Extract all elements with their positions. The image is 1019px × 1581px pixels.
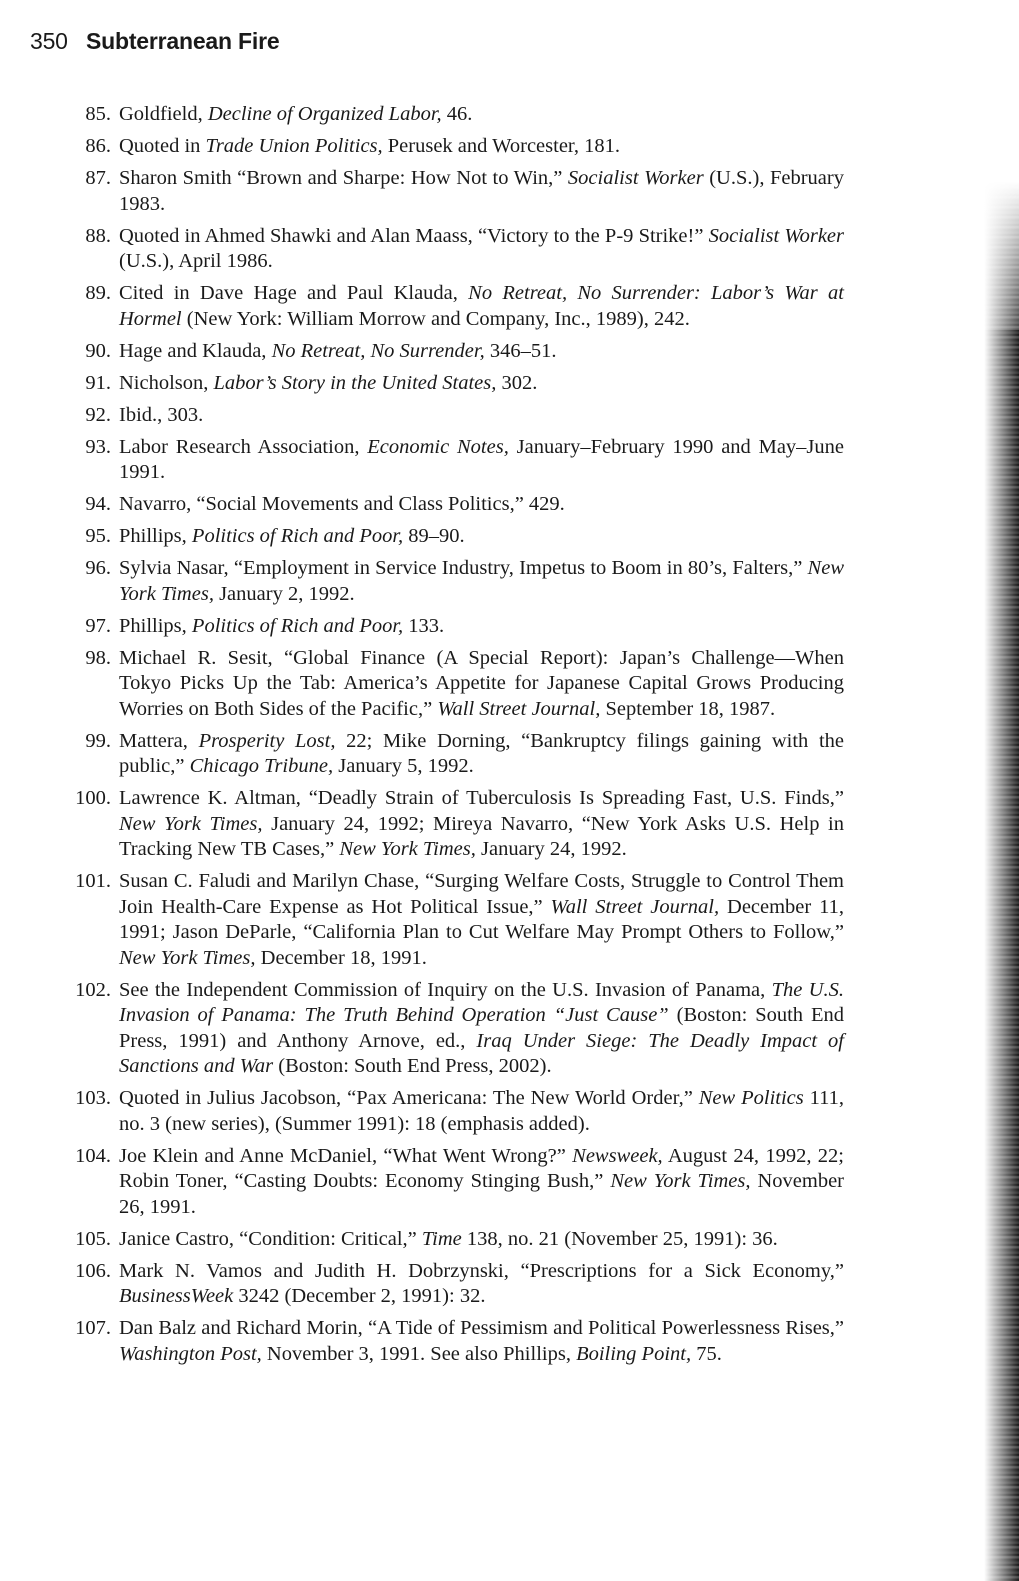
endnote-number: 88 .	[54, 224, 111, 250]
endnote-item	[54, 492, 844, 518]
endnote-text: Dan Balz and Richard Morin, “A Tide of Pessimism and Political Powerlessness Rises,”	[119, 1317, 844, 1339]
endnote-number: 91 .	[54, 371, 111, 397]
endnote-text: November 3, 1991. See also Phillips,	[261, 1342, 577, 1365]
endnote-title-italic: Labor’s Story in the United States,	[213, 371, 497, 394]
endnote-text: Nicholson,	[119, 371, 214, 394]
endnote-text: January 5, 1992.	[333, 755, 474, 777]
endnote-number: 98 .	[54, 646, 111, 672]
endnote-text: 3242 (December 2, 1991): 32.	[233, 1285, 486, 1307]
endnote-item	[54, 869, 844, 971]
running-header	[30, 28, 279, 55]
endnote-item	[54, 978, 844, 1080]
endnote-title-italic: Wall Street Journal,	[550, 895, 720, 918]
endnote-title-italic: Newsweek,	[572, 1144, 663, 1167]
endnote-title-italic: Politics of Rich and Poor,	[191, 525, 404, 547]
endnote-number: 90 .	[54, 339, 111, 365]
endnote-title-italic: Politics of Rich and Poor,	[191, 614, 404, 637]
endnote-text: Labor Research Association,	[119, 435, 368, 458]
endnote-number: 94 .	[54, 492, 111, 518]
endnote-text: January–February 1990 and May–June 1991.	[119, 435, 844, 483]
endnote-title-italic: New York Times,	[119, 557, 844, 605]
endnote-text: Quoted in Ahmed Shawki and Alan Maass, “Victory to the P-9 Strike!”	[119, 224, 709, 247]
endnote-number: 101 .	[54, 869, 111, 895]
endnote-text: Quoted in	[119, 135, 206, 157]
endnote-number: 92 .	[54, 403, 111, 429]
endnote-text: 75.	[691, 1342, 722, 1365]
endnote-number: 87 .	[54, 166, 111, 192]
endnote-text: January 2, 1992.	[213, 582, 355, 605]
endnote-text: Michael R. Sesit, “Global Finance (A Special Report): Japan’s Challenge—When Tokyo Picks Up the Tab: America’s Appetite for Japanese Capital Grows Producing Worries on Both Sides of the Pacific,”	[119, 646, 844, 720]
endnote-item	[54, 729, 844, 780]
endnote-title-italic: Decline of Organized Labor,	[207, 103, 442, 125]
endnote-item	[54, 371, 844, 397]
endnote-number: 95 .	[54, 524, 111, 550]
endnote-text: (U.S.), February 1983.	[119, 167, 844, 215]
running-title: Subterranean Fire	[85, 28, 280, 54]
endnote-title-italic: Boiling Point,	[576, 1342, 692, 1365]
endnote-title-italic: Economic Notes,	[367, 435, 509, 458]
endnote-text: Mattera,	[119, 729, 199, 752]
endnote-text: January 24, 1992.	[475, 838, 627, 860]
endnote-number: 107 .	[54, 1316, 111, 1342]
endnote-item	[54, 281, 844, 332]
endnote-text: 46.	[441, 103, 473, 125]
endnote-text: (Boston: South End Press, 1991) and Anthony Arnove, ed.,	[119, 1004, 844, 1052]
endnote-item	[54, 1316, 844, 1367]
endnote-title-italic: Prosperity Lost,	[198, 729, 336, 752]
endnote-title-italic: Chicago Tribune,	[189, 755, 334, 777]
endnote-title-italic: New York Times,	[119, 946, 256, 969]
endnote-text: November 26, 1991.	[119, 1170, 844, 1218]
endnote-text: December 18, 1991.	[255, 946, 427, 969]
endnote-text: September 18, 1987.	[600, 697, 776, 720]
endnote-number: 99 .	[54, 729, 111, 755]
endnote-item	[54, 166, 844, 217]
endnote-text: Mark N. Vamos and Judith H. Dobrzynski, “Prescriptions for a Sick Economy,”	[119, 1259, 844, 1282]
endnote-text: January 24, 1992; Mireya Navarro, “New York Asks U.S. Help in Tracking New TB Cases,”	[119, 812, 844, 860]
endnote-text: Cited in Dave Hage and Paul Klauda,	[119, 282, 469, 304]
endnote-number: 104 .	[54, 1144, 111, 1170]
endnote-number: 89 .	[54, 281, 111, 307]
scan-edge-fade	[961, 0, 1019, 330]
endnote-item	[54, 556, 844, 607]
endnote-item	[54, 1227, 844, 1253]
endnote-title-italic: Time	[421, 1227, 462, 1250]
endnote-number: 105 .	[54, 1227, 111, 1253]
endnote-text: Phillips,	[119, 525, 192, 547]
endnote-title-italic: Socialist Worker	[567, 167, 704, 189]
endnote-number: 103 .	[54, 1086, 111, 1112]
endnote-title-italic: The U.S. Invasion of Panama: The Truth Behind Operation “Just Cause”	[119, 978, 844, 1026]
endnote-title-italic: New York Times,	[610, 1170, 751, 1192]
endnote-item	[54, 1144, 844, 1221]
endnote-text: Lawrence K. Altman, “Deadly Strain of Tuberculosis Is Spreading Fast, U.S. Finds,”	[119, 787, 844, 809]
page-number: 350	[30, 28, 68, 54]
endnote-item	[54, 524, 844, 550]
endnote-number: 102 .	[54, 978, 111, 1004]
endnote-number: 85 .	[54, 102, 111, 128]
endnote-title-italic: Washington Post,	[119, 1342, 262, 1365]
endnote-text: 89–90.	[403, 525, 465, 547]
endnote-item	[54, 614, 844, 640]
endnote-title-italic: New York Times,	[339, 838, 476, 860]
endnote-text: 346–51.	[484, 339, 557, 362]
endnote-text: Phillips,	[119, 614, 192, 637]
endnote-text: August 24, 1992, 22; Robin Toner, “Casting Doubts: Economy Stinging Bush,”	[119, 1144, 844, 1192]
endnote-text: Hage and Klauda,	[119, 339, 272, 362]
endnote-title-italic: Trade Union Politics,	[205, 135, 383, 157]
endnote-number: 93 .	[54, 435, 111, 461]
endnote-title-italic: No Retreat, No Surrender: Labor’s War at Hormel	[119, 282, 844, 330]
endnote-text: (New York: William Morrow and Company, Inc., 1989), 242.	[181, 307, 690, 330]
endnote-item	[54, 786, 844, 863]
endnote-item	[54, 1086, 844, 1137]
endnote-text: Janice Castro, “Condition: Critical,”	[119, 1227, 422, 1250]
endnote-text: Sharon Smith “Brown and Sharpe: How Not to Win,”	[119, 167, 568, 189]
endnote-text: Goldfield,	[119, 103, 208, 125]
endnote-text: See the Independent Commission of Inquiry on the U.S. Invasion of Panama,	[119, 978, 772, 1001]
endnote-item	[54, 646, 844, 723]
endnote-title-italic: No Retreat, No Surrender,	[271, 339, 485, 362]
endnote-title-italic: Wall Street Journal,	[437, 697, 601, 720]
endnote-text: Joe Klein and Anne McDaniel, “What Went Wrong?”	[119, 1144, 573, 1167]
endnote-text: 138, no. 21 (November 25, 1991): 36.	[461, 1227, 778, 1250]
endnote-text: 111, no. 3 (new series), (Summer 1991): 18 (emphasis added).	[119, 1087, 845, 1135]
endnote-number: 106 .	[54, 1259, 111, 1285]
endnote-item	[54, 339, 844, 365]
endnote-text: 22; Mike Dorning, “Bankruptcy filings gaining with the public,”	[119, 729, 844, 777]
endnote-text: Ibid., 303.	[119, 403, 204, 426]
endnote-title-italic: New Politics	[698, 1087, 804, 1109]
endnote-item	[54, 102, 844, 128]
endnote-title-italic: Iraq Under Siege: The Deadly Impact of Sanctions and War	[119, 1029, 844, 1077]
endnote-title-italic: New York Times,	[119, 812, 263, 835]
endnote-text: (U.S.), April 1986.	[119, 250, 273, 272]
endnote-text: Navarro, “Social Movements and Class Politics,” 429.	[119, 493, 565, 515]
endnote-number: 97 .	[54, 614, 111, 640]
endnote-text: Susan C. Faludi and Marilyn Chase, “Surging Welfare Costs, Struggle to Control Them Join Health-Care Expense as Hot Political Issue,”	[119, 870, 844, 918]
endnote-item	[54, 134, 844, 160]
endnote-text: Quoted in Julius Jacobson, “Pax Americana: The New World Order,”	[119, 1087, 699, 1109]
endnotes-list	[54, 102, 844, 1374]
endnote-number: 86 .	[54, 134, 111, 160]
endnote-text: December 11, 1991; Jason DeParle, “California Plan to Cut Welfare May Prompt Others to Follow,”	[119, 895, 844, 943]
endnote-title-italic: BusinessWeek	[119, 1285, 234, 1307]
endnote-text: Sylvia Nasar, “Employment in Service Industry, Impetus to Boom in 80’s, Falters,”	[119, 557, 808, 579]
endnote-item	[54, 1259, 844, 1310]
endnote-text: 133.	[403, 614, 445, 637]
endnote-number: 96 .	[54, 556, 111, 582]
endnote-title-italic: Socialist Worker	[708, 224, 844, 247]
endnote-item	[54, 435, 844, 486]
endnote-text: Perusek and Worcester, 181.	[382, 135, 621, 157]
endnote-text: 302.	[496, 371, 538, 394]
endnote-text: (Boston: South End Press, 2002).	[273, 1055, 552, 1077]
endnote-number: 100 .	[54, 786, 111, 812]
endnote-item	[54, 403, 844, 429]
endnote-item	[54, 224, 844, 275]
